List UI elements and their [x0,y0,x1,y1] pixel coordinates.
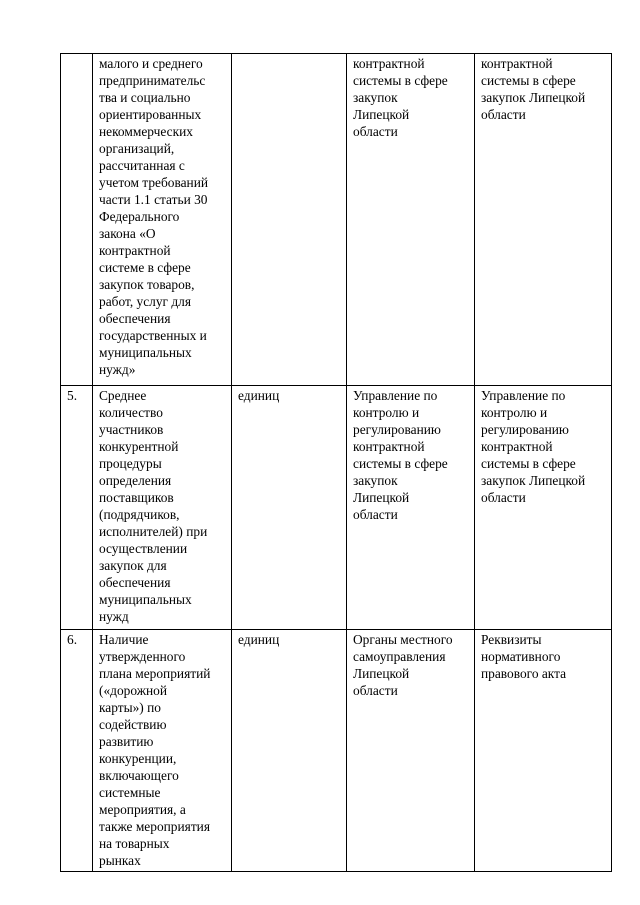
row-number-cell: 5. [61,386,93,630]
unit-cell [232,54,347,386]
unit-cell: единиц [232,630,347,872]
row-number-cell [61,54,93,386]
responsible-cell: Управление по контролю и регулированию контрактной системы в сфере закупок Липецкой области [347,386,475,630]
data-source-cell: Управление по контролю и регулированию контрактной системы в сфере закупок Липецкой области [475,386,612,630]
indicator-name-cell: Среднее количество участников конкурентной процедуры определения поставщиков (подрядчиков, исполнителей) при осуществлении закупок для обеспечения муниципальных нужд [93,386,232,630]
table-row-continued [61,54,612,386]
indicator-name-cell: Наличие утвержденного плана мероприятий («дорожной карты») по содействию развитию конкуренции, включающего системные мероприятия, а также мероприятия на товарных рынках [93,630,232,872]
table-row-6 [61,630,612,872]
indicators-table [60,53,612,872]
table-row-5 [61,386,612,630]
data-source-cell: контрактной системы в сфере закупок Липецкой области [475,54,612,386]
row-number-cell: 6. [61,630,93,872]
responsible-cell: Органы местного самоуправления Липецкой области [347,630,475,872]
responsible-cell: контрактной системы в сфере закупок Липецкой области [347,54,475,386]
indicator-name-cell: малого и среднего предпринимательс тва и социально ориентированных некоммерческих организаций, рассчитанная с учетом требований части 1.1 статьи 30 Федерального закона «О контрактной системе в сфере закупок товаров, работ, услуг для обеспечения государственных и муниципальных нужд» [93,54,232,386]
data-source-cell: Реквизиты нормативного правового акта [475,630,612,872]
unit-cell: единиц [232,386,347,630]
